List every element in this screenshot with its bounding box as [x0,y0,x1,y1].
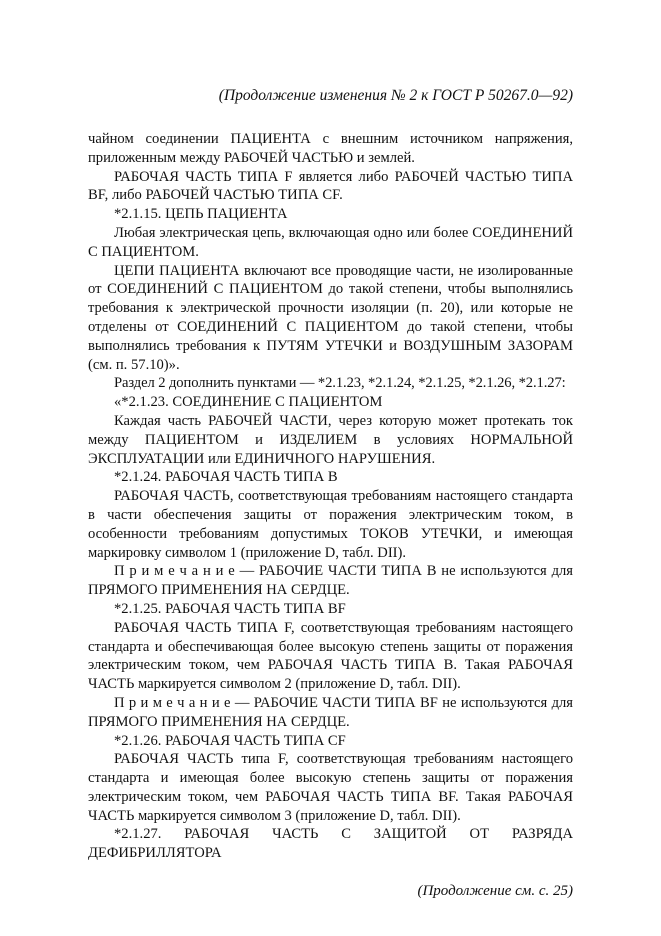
continuation-footer: (Продолжение см. с. 25) [417,883,573,900]
document-page [88,86,573,901]
note-type-bf: П р и м е ч а н и е — РАБОЧИЕ ЧАСТИ ТИПА BF не используются для ПРЯМОГО ПРИМЕНЕНИЯ НА СЕРДЦЕ. [88,694,573,730]
paragraph-type-cf-definition: РАБОЧАЯ ЧАСТЬ типа F, соответствующая требованиям настоящего стандарта и имеющая более высокую степень защиты от поражения электрическим током, чем РАБОЧАЯ ЧАСТЬ ТИПА BF. Такая РАБОЧАЯ ЧАСТЬ маркируется символом 3 (приложение D, табл. DII). [88,751,573,824]
clause-2-1-26-heading: *2.1.26. РАБОЧАЯ ЧАСТЬ ТИПА CF [114,732,346,749]
clause-2-1-15-heading: *2.1.15. ЦЕПЬ ПАЦИЕНТА [114,206,288,223]
paragraph-type-f-definition: РАБОЧАЯ ЧАСТЬ ТИПА F является либо РАБОЧЕЙ ЧАСТЬЮ ТИПА BF, либо РАБОЧЕЙ ЧАСТЬЮ ТИПА CF. [88,168,573,204]
paragraph-type-bf-definition: РАБОЧАЯ ЧАСТЬ ТИПА F, соответствующая требованиям настоящего стандарта и обеспечивающая более высокую степень защиты от поражения электрическим током, чем РАБОЧАЯ ЧАСТЬ ТИПА В. Такая РАБОЧАЯ ЧАСТЬ маркируется символом 2 (приложение D, табл. DII). [88,619,573,693]
clause-2-1-23-heading: «*2.1.23. СОЕДИНЕНИЕ С ПАЦИЕНТОМ [114,394,383,411]
paragraph-section-2-addition: Раздел 2 дополнить пунктами — *2.1.23, *2.1.24, *2.1.25, *2.1.26, *2.1.27: [114,375,566,392]
clause-2-1-27-heading: *2.1.27. РАБОЧАЯ ЧАСТЬ С ЗАЩИТОЙ ОТ РАЗРЯДА ДЕФИБРИЛЛЯТОРА [88,826,573,862]
clause-2-1-25-heading: *2.1.25. РАБОЧАЯ ЧАСТЬ ТИПА BF [114,600,346,617]
paragraph-patient-circuit-parts: ЦЕПИ ПАЦИЕНТА включают все проводящие части, не изолированные от СОЕДИНЕНИЙ С ПАЦИЕНТОМ до такой степени, чтобы выполнялись требования к электрической прочности изоляции (п. 20), или которые не отделены от СОЕДИНЕНИЙ С ПАЦИЕНТОМ до такой степени, чтобы выполнялись требования к ПУТЯМ УТЕЧКИ и ВОЗДУШНЫМ ЗАЗОРАМ (см. п. 57.10)». [88,262,573,373]
continuation-header: (Продолжение изменения № 2 к ГОСТ Р 50267.0—92) [218,87,573,104]
clause-2-1-24-heading: *2.1.24. РАБОЧАЯ ЧАСТЬ ТИПА В [114,469,338,486]
paragraph-type-b-definition: РАБОЧАЯ ЧАСТЬ, соответствующая требованиям настоящего стандарта в части обеспечения защиты от поражения электрическим током, в особенности требованиям допустимых ТОКОВ УТЕЧКИ, и имеющая маркировку символом 1 (приложение D, табл. DII). [88,488,573,561]
paragraph-patient-circuit-definition: Любая электрическая цепь, включающая одно или более СОЕДИНЕНИЙ С ПАЦИЕНТОМ. [88,224,573,260]
paragraph-patient-connection-definition: Каждая часть РАБОЧЕЙ ЧАСТИ, через которую может протекать ток между ПАЦИЕНТОМ и ИЗДЕЛИЕМ в условиях НОРМАЛЬНОЙ ЭКСПЛУАТАЦИИ или ЕДИНИЧНОГО НАРУШЕНИЯ. [88,412,573,467]
note-type-b: П р и м е ч а н и е — РАБОЧИЕ ЧАСТИ ТИПА В не используются для ПРЯМОГО ПРИМЕНЕНИЯ НА СЕРДЦЕ. [88,563,573,599]
paragraph-continuation: чайном соединении ПАЦИЕНТА с внешним источником напряжения, приложенным между РАБОЧЕЙ ЧАСТЬЮ и землей. [88,131,573,166]
